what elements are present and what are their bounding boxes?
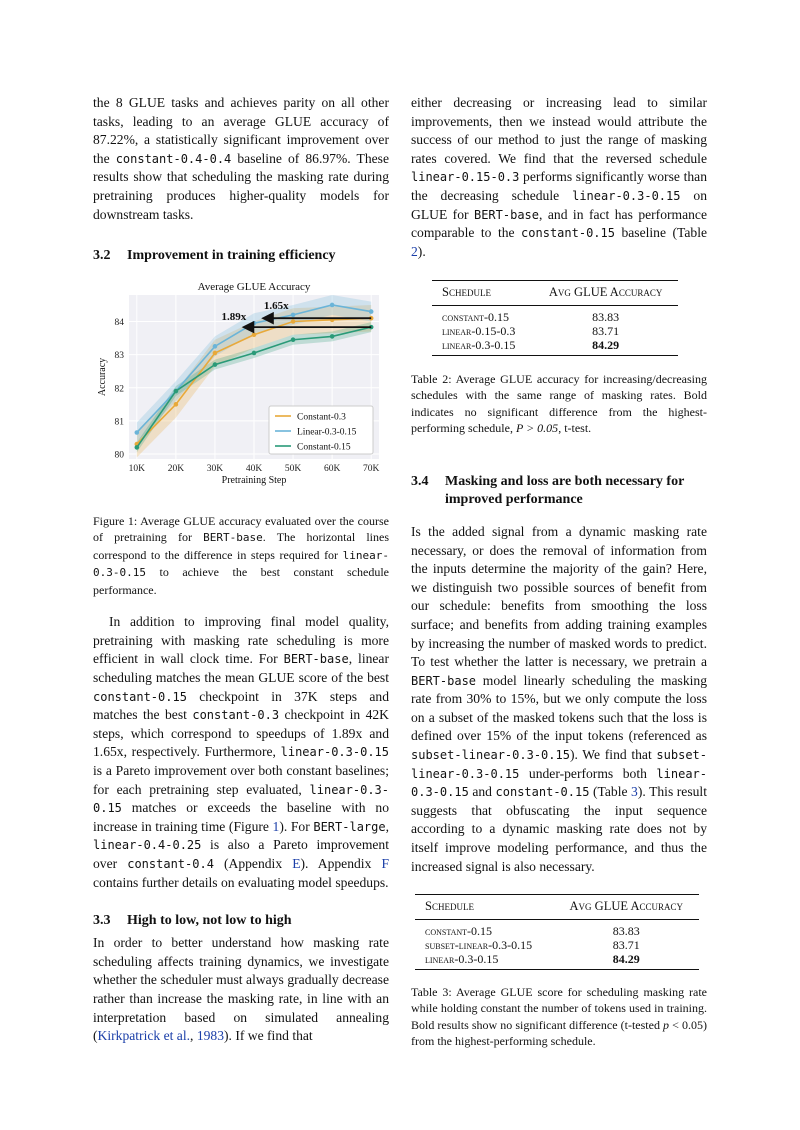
figure-1-caption: Figure 1: Average GLUE accuracy evaluated over the course of pretraining for BERT-base. The horizontal lines correspond to the difference in steps required for linear-0.3-0.15 to achieve the best constant schedule performance. bbox=[93, 513, 389, 597]
reference-link[interactable]: E bbox=[292, 855, 301, 871]
inline-code: linear-0.15-0.3 bbox=[411, 170, 520, 185]
series-point bbox=[252, 333, 257, 338]
inline-code: constant-0.4 bbox=[127, 856, 214, 871]
accuracy-cell: 84.29 bbox=[533, 338, 678, 356]
text-run: on GLUE for bbox=[411, 187, 707, 222]
text-run: is also a Pareto improvement over bbox=[93, 837, 389, 871]
text-run: Is the added signal from a dynamic masking rate necessary, or does the removal of information from the inputs determine the majority of the gain? Here, we distinguish two possible sources of benefit from our schedule: benefits from smoothing the loss surface; and benefits from adding training examples by increasing the number of masked words to predict. To test whether the latter is necessary, we pretrain a bbox=[411, 523, 707, 670]
text-run: ). This result suggests that obfuscating the input sequence according to a dynamic masking rate does not by itself improve modeling performance, and thus the increased signal is also necessary. bbox=[411, 784, 707, 874]
speedup-label: 1.65x bbox=[263, 300, 289, 313]
efficiency-paragraph bbox=[93, 613, 389, 892]
reference-link[interactable]: F bbox=[381, 855, 389, 871]
table-3 bbox=[415, 894, 699, 970]
y-axis-label: Accuracy bbox=[97, 358, 108, 397]
schedule-cell: constant-0.15 bbox=[442, 309, 510, 324]
inline-code: BERT-base bbox=[283, 652, 349, 667]
table-row bbox=[415, 952, 699, 970]
y-tick-label: 80 bbox=[114, 450, 124, 461]
series-point bbox=[174, 389, 179, 394]
text-run: either decreasing or increasing lead to similar improvements, then we instead would attribute the success of our method to just the range of masking rates covered. We find that the reversed schedule bbox=[411, 95, 707, 166]
inline-code: linear-0.4-0.25 bbox=[93, 838, 202, 853]
series-point bbox=[135, 445, 140, 450]
table-2 bbox=[432, 280, 678, 356]
inline-code: BERT-base bbox=[411, 673, 477, 688]
text-run: ). bbox=[417, 243, 426, 259]
text-run: and bbox=[468, 784, 496, 800]
schedule-cell: subset-linear-0.3-0.15 bbox=[425, 937, 533, 952]
text-run: checkpoint in 37K steps and matches the best bbox=[93, 688, 389, 723]
schedule-cell: linear-0.15-0.3 bbox=[442, 323, 516, 338]
inline-code: BERT-base bbox=[473, 207, 540, 222]
text-run: baseline (Table bbox=[614, 225, 708, 241]
table-row bbox=[432, 305, 678, 324]
intro-paragraph: the 8 GLUE tasks and achieves parity on all other tasks, leading to an average GLUE accuracy of 87.22%, a statistically significant improvement over the constant-0.4-0.4 baseline of 86.97%. These results show that scheduling the masking rate during pretraining produces higher-quality models for downstream tasks. bbox=[93, 95, 389, 222]
text-run: In order to better understand how masking rate scheduling affects training dynamics, we investigate whether the scheduler must always gradually decrease rather than increase the masking rate, in line with an interpretation based on simulated annealing ( bbox=[93, 935, 389, 1044]
series-point bbox=[252, 321, 257, 326]
series-point bbox=[252, 351, 257, 356]
text-run: matches or exceeds the baseline with no increase in training time (Figure bbox=[93, 800, 389, 834]
text-run: , bbox=[190, 1028, 197, 1044]
schedule-cell: linear-0.3-0.15 bbox=[432, 338, 533, 356]
table-2-caption: Table 2: Average GLUE accuracy for increasing/decreasing schedules with the same range of masking rates. Bold indicates no significant difference from the highest-performing schedule, P > 0.05, t-test. bbox=[411, 371, 707, 436]
table-3-caption: Table 3: Average GLUE score for scheduling masking rate while holding constant the number of tokens used in training. Bold results show no significant difference (t-tested p < 0.05) from the highest-performing schedule. bbox=[411, 984, 707, 1049]
text-run: contains further details on evaluating model speedups. bbox=[93, 874, 389, 890]
text-run: performs significantly worse than the decreasing schedule bbox=[411, 169, 707, 203]
text-run: ). If we find that bbox=[224, 1028, 313, 1044]
table-row bbox=[432, 338, 678, 356]
y-tick-label: 83 bbox=[114, 351, 124, 362]
speedup-label: 1.89x bbox=[221, 311, 247, 324]
series-point bbox=[174, 402, 179, 407]
text-run: ). We find that bbox=[569, 747, 657, 763]
y-tick-label: 81 bbox=[114, 417, 124, 428]
x-tick-label: 60K bbox=[323, 464, 341, 475]
x-axis-label: Pretraining Step bbox=[221, 475, 287, 487]
reference-link[interactable]: 1 bbox=[272, 818, 280, 834]
inline-code: constant-0.15 bbox=[521, 226, 615, 241]
chart-title: Average GLUE Accuracy bbox=[197, 281, 311, 294]
text-run: checkpoint in 42K steps, which correspond to speedups of 1.89x and 1.65x, respectively. Furthermore, bbox=[93, 707, 389, 760]
table-row bbox=[432, 324, 678, 338]
legend-label: Linear-0.3-0.15 bbox=[297, 427, 357, 438]
series-point bbox=[213, 362, 218, 367]
reference-link[interactable]: 3 bbox=[631, 784, 638, 800]
series-point bbox=[330, 303, 335, 308]
table-row bbox=[415, 938, 699, 952]
series-point bbox=[213, 351, 218, 356]
legend-label: Constant-0.15 bbox=[297, 442, 351, 453]
reversal-paragraph bbox=[411, 94, 707, 261]
series-point bbox=[291, 338, 296, 343]
reference-link[interactable]: 1983 bbox=[196, 1028, 224, 1044]
inline-code: linear-0.3-0.15 bbox=[93, 782, 389, 816]
text-run: (Table bbox=[589, 784, 632, 800]
y-tick-label: 84 bbox=[114, 318, 124, 329]
section-3-3-heading: 3.3 High to low, not low to high bbox=[93, 913, 292, 929]
table-3-header-schedule: Schedule bbox=[415, 895, 554, 920]
inline-code: subset-linear-0.3-0.15 bbox=[411, 748, 570, 763]
text-run: , and in fact has performance comparable to the bbox=[411, 206, 708, 241]
text-run: under-performs both bbox=[519, 765, 657, 781]
series-point bbox=[291, 319, 296, 324]
table-2-header-schedule: Schedule bbox=[432, 281, 533, 306]
table-2-header-accuracy: Avg GLUE Accuracy bbox=[533, 281, 678, 306]
x-tick-label: 10K bbox=[128, 464, 145, 475]
text-run: is a Pareto improvement over both constant baselines; for each pretraining step evaluated, bbox=[93, 763, 389, 797]
accuracy-cell: 83.71 bbox=[612, 937, 640, 952]
table-3-header-accuracy: Avg GLUE Accuracy bbox=[554, 895, 699, 920]
inline-code: BERT-large bbox=[313, 819, 386, 834]
right-column bbox=[411, 94, 707, 1050]
x-tick-label: 30K bbox=[206, 464, 224, 475]
table-row bbox=[415, 919, 699, 938]
inline-code: linear-0.3-0.15 bbox=[280, 745, 389, 760]
accuracy-cell: 84.29 bbox=[554, 952, 699, 970]
inline-code: constant-0.15 bbox=[495, 785, 590, 800]
left-column bbox=[93, 94, 389, 1046]
inline-code: linear-0.3-0.15 bbox=[572, 188, 681, 203]
inline-code: linear-0.3-0.15 bbox=[411, 766, 707, 800]
accuracy-cell: 83.83 bbox=[612, 923, 640, 938]
x-tick-label: 40K bbox=[245, 464, 263, 475]
inline-code: subset-linear-0.3-0.15 bbox=[411, 748, 707, 781]
text-run: (Appendix bbox=[213, 855, 293, 871]
section-3-4-heading: 3.4 Masking and loss are both necessary for improved performance bbox=[411, 473, 685, 507]
annealing-paragraph bbox=[93, 934, 389, 1046]
text-run: ). Appendix bbox=[300, 855, 382, 871]
series-point bbox=[291, 313, 296, 318]
masking-loss-paragraph bbox=[411, 523, 707, 876]
section-3-2-heading: 3.2 Improvement in training efficiency bbox=[93, 248, 336, 264]
schedule-cell: constant-0.15 bbox=[425, 923, 493, 938]
series-point bbox=[330, 334, 335, 339]
reference-link[interactable]: Kirkpatrick et al. bbox=[97, 1028, 191, 1044]
x-tick-label: 50K bbox=[284, 464, 302, 475]
text-run: , bbox=[385, 818, 389, 834]
inline-code: constant-0.15 bbox=[93, 689, 187, 704]
series-point bbox=[135, 430, 140, 435]
glue-accuracy-chart bbox=[93, 277, 389, 499]
text-run: In addition to improving final model quality, pretraining with masking rate scheduling is more efficient in wall clock time. For bbox=[93, 614, 389, 667]
x-tick-label: 70K bbox=[363, 464, 380, 475]
series-point bbox=[369, 309, 374, 314]
legend-label: Constant-0.3 bbox=[297, 412, 346, 423]
text-run: , linear scheduling matches the mean GLUE score of the best bbox=[93, 651, 389, 686]
text-run: ). For bbox=[279, 818, 314, 834]
accuracy-cell: 83.71 bbox=[592, 323, 620, 338]
series-point bbox=[213, 344, 218, 349]
reference-link[interactable]: 2 bbox=[411, 243, 418, 259]
accuracy-cell: 83.83 bbox=[592, 309, 620, 324]
y-tick-label: 82 bbox=[114, 384, 124, 395]
x-tick-label: 20K bbox=[167, 464, 185, 475]
text-run: model linearly scheduling the masking rate from 30% to 15%, but we only compute the loss on a subset of the masked tokens such that the loss is defined over 15% of the input tokens (referenced as bbox=[411, 672, 707, 744]
inline-code: constant-0.3 bbox=[192, 708, 280, 723]
schedule-cell: linear-0.3-0.15 bbox=[415, 952, 554, 970]
